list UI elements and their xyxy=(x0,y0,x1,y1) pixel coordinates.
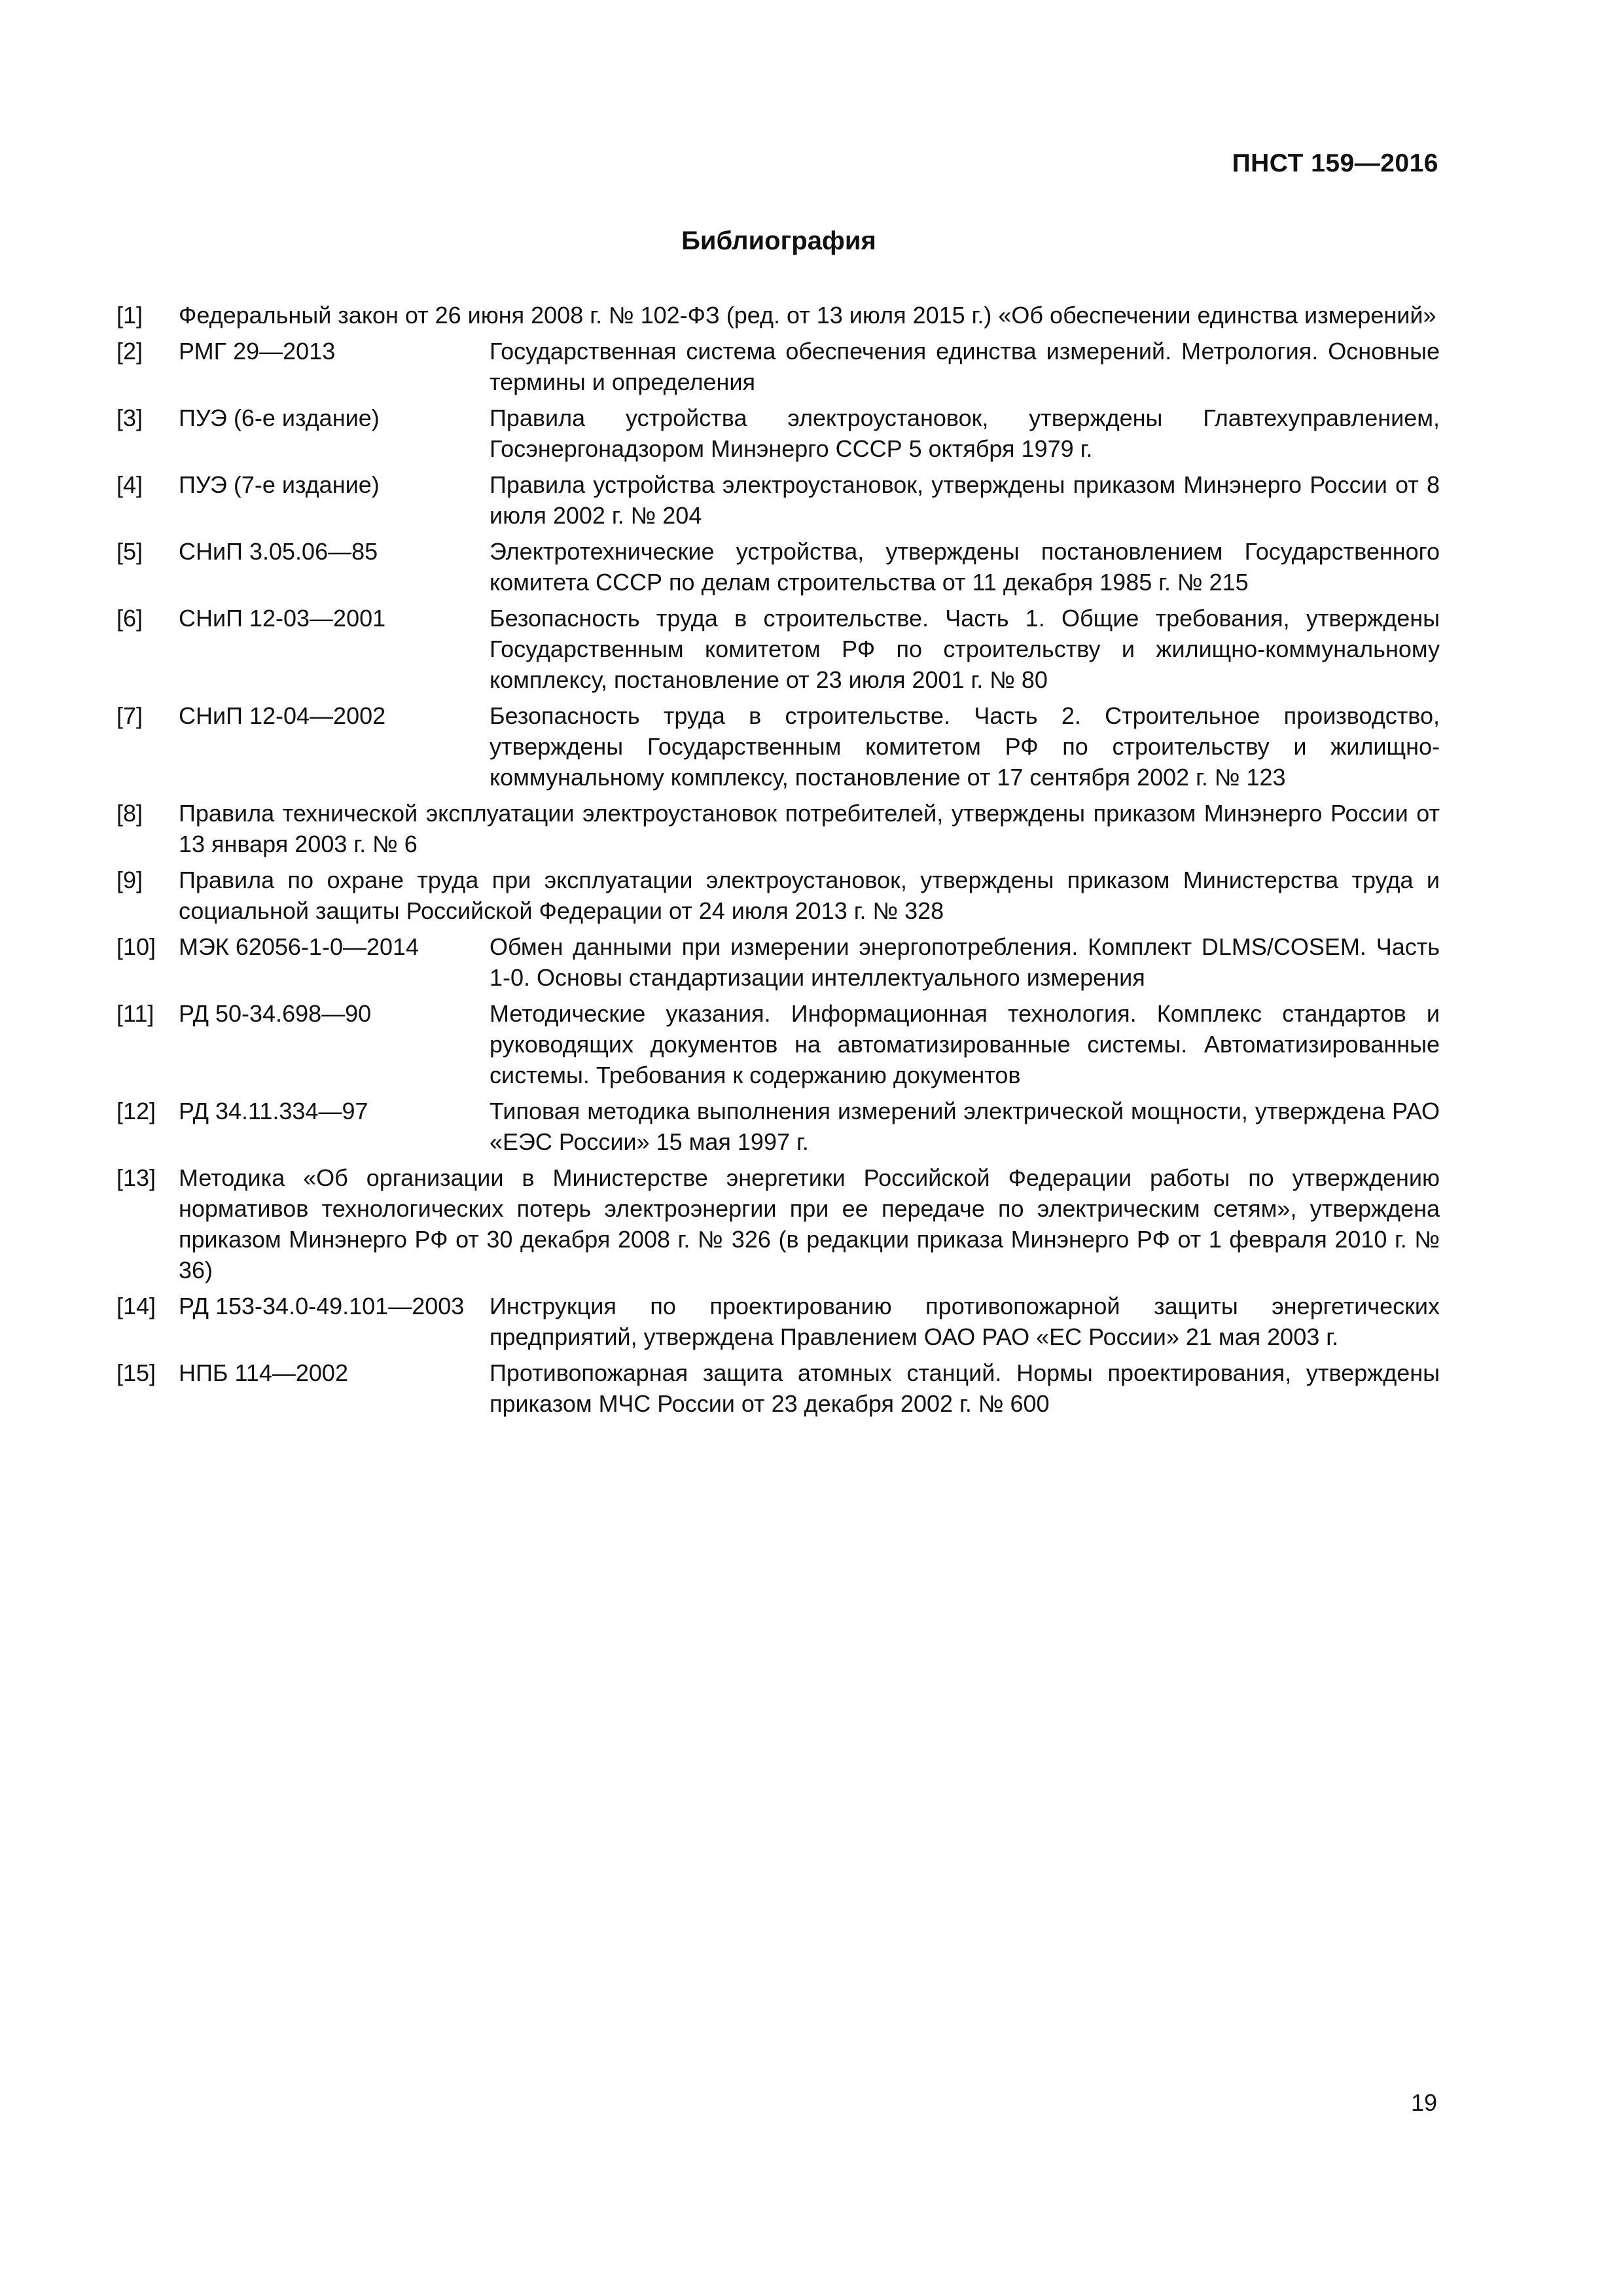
entry-code: РД 153-34.0-49.101—2003 xyxy=(179,1293,465,1319)
entry-code: СНиП 12-03—2001 xyxy=(179,605,386,632)
bibliography-title: Библиография xyxy=(681,226,876,255)
entry-text: Правила устройства электроустановок, утверждены Главтехуправлением, Госэнергонадзором Минэнерго СССР 5 октября 1979 г. xyxy=(490,404,1440,462)
entry-number: [4] xyxy=(116,471,143,498)
entry-number: [8] xyxy=(116,800,143,827)
entry-text: Методика «Об организации в Министерстве энергетики Российской Федерации работы по утверждению нормативов технологических потерь электроэнергии при ее передаче по электрическим сетям», утверждена приказом Минэнерго РФ от 30 декабря 2008 г. № 326 (в редакции приказа Минэнерго РФ от 1 февраля 2010 г. № 36) xyxy=(179,1164,1440,1283)
entry-text: Государственная система обеспечения единства измерений. Метрология. Основные термины и определения xyxy=(490,338,1440,395)
entry-code: ПУЭ (7-е издание) xyxy=(179,471,380,498)
entry-text: Правила по охране труда при эксплуатации электроустановок, утверждены приказом Министерства труда и социальной защиты Российской Федерации от 24 июля 2013 г. № 328 xyxy=(179,867,1440,924)
entry-text: Правила технической эксплуатации электроустановок потребителей, утверждены приказом Минэнерго России от 13 января 2003 г. № 6 xyxy=(179,800,1440,857)
bibliography-entry xyxy=(116,300,1440,331)
entry-number: [6] xyxy=(116,605,143,632)
bibliography-entry xyxy=(116,1291,1440,1352)
bibliography-entry xyxy=(116,865,1440,926)
entry-text: Противопожарная защита атомных станций. Нормы проектирования, утверждены приказом МЧС России от 23 декабря 2002 г. № 600 xyxy=(490,1359,1440,1417)
entry-number: [12] xyxy=(116,1098,156,1124)
bibliography-entry xyxy=(116,998,1440,1090)
entry-number: [11] xyxy=(116,1000,154,1027)
entry-code: СНиП 3.05.06—85 xyxy=(179,538,378,565)
entry-text: Безопасность труда в строительстве. Часть 2. Строительное производство, утверждены Государственным комитетом РФ по строительству и жилищно-коммунальному комплексу, постановление от 17 сентября 2002 г. № 123 xyxy=(490,702,1440,791)
bibliography-entry xyxy=(116,1096,1440,1157)
entry-text: Методические указания. Информационная технология. Комплекс стандартов и руководящих документов на автоматизированные системы. Автоматизированные системы. Требования к содержанию документов xyxy=(490,1000,1440,1088)
entry-number: [2] xyxy=(116,338,143,365)
entry-code: ПУЭ (6-е издание) xyxy=(179,404,380,431)
bibliography-entry xyxy=(116,1357,1440,1419)
entry-text: Правила устройства электроустановок, утверждены приказом Минэнерго России от 8 июля 2002 г. № 204 xyxy=(490,471,1440,529)
entry-code: МЭК 62056-1-0—2014 xyxy=(179,933,419,960)
bibliography-entry xyxy=(116,603,1440,695)
entry-number: [7] xyxy=(116,702,143,729)
bibliography-entry xyxy=(116,931,1440,993)
entry-text: Инструкция по проектированию противопожарной защиты энергетических предприятий, утверждена Правлением ОАО РАО «ЕС России» 21 мая 2003 г. xyxy=(490,1293,1440,1350)
document-code: ПНСТ 159—2016 xyxy=(1232,149,1438,177)
entry-text: Безопасность труда в строительстве. Часть 1. Общие требования, утверждены Государственным комитетом РФ по строительству и жилищно-коммунальному комплексу, постановление от 23 июля 2001 г. № 80 xyxy=(490,605,1440,693)
entry-code: РМГ 29—2013 xyxy=(179,338,336,365)
entry-number: [13] xyxy=(116,1164,156,1191)
entry-code: РД 50-34.698—90 xyxy=(179,1000,372,1027)
entry-number: [14] xyxy=(116,1293,156,1319)
bibliography-entry xyxy=(116,700,1440,793)
entry-text: Электротехнические устройства, утверждены постановлением Государственного комитета СССР по делам строительства от 11 декабря 1985 г. № 215 xyxy=(490,538,1440,596)
bibliography-entry xyxy=(116,1162,1440,1285)
entry-number: [15] xyxy=(116,1359,156,1386)
bibliography-entry xyxy=(116,403,1440,464)
entry-text: Федеральный закон от 26 июня 2008 г. № 102-ФЗ (ред. от 13 июля 2015 г.) «Об обеспечении единства измерений» xyxy=(179,302,1436,329)
bibliography-entry xyxy=(116,798,1440,859)
entry-code: СНиП 12-04—2002 xyxy=(179,702,386,729)
entry-number: [10] xyxy=(116,933,156,960)
bibliography-entry xyxy=(116,469,1440,531)
entry-number: [3] xyxy=(116,404,143,431)
entry-number: [1] xyxy=(116,302,143,329)
bibliography-entry xyxy=(116,336,1440,397)
bibliography-entry xyxy=(116,536,1440,598)
page-number: 19 xyxy=(1410,2089,1437,2116)
entry-text: Типовая методика выполнения измерений электрической мощности, утверждена РАО «ЕЭС России» 15 мая 1997 г. xyxy=(490,1098,1440,1155)
entry-number: [9] xyxy=(116,867,143,893)
bibliography-list xyxy=(116,300,1440,1424)
entry-code: НПБ 114—2002 xyxy=(179,1359,348,1386)
entry-number: [5] xyxy=(116,538,143,565)
entry-text: Обмен данными при измерении энергопотребления. Комплект DLMS/COSEM. Часть 1-0. Основы стандартизации интеллектуального измерения xyxy=(490,933,1440,991)
entry-code: РД 34.11.334—97 xyxy=(179,1098,368,1124)
